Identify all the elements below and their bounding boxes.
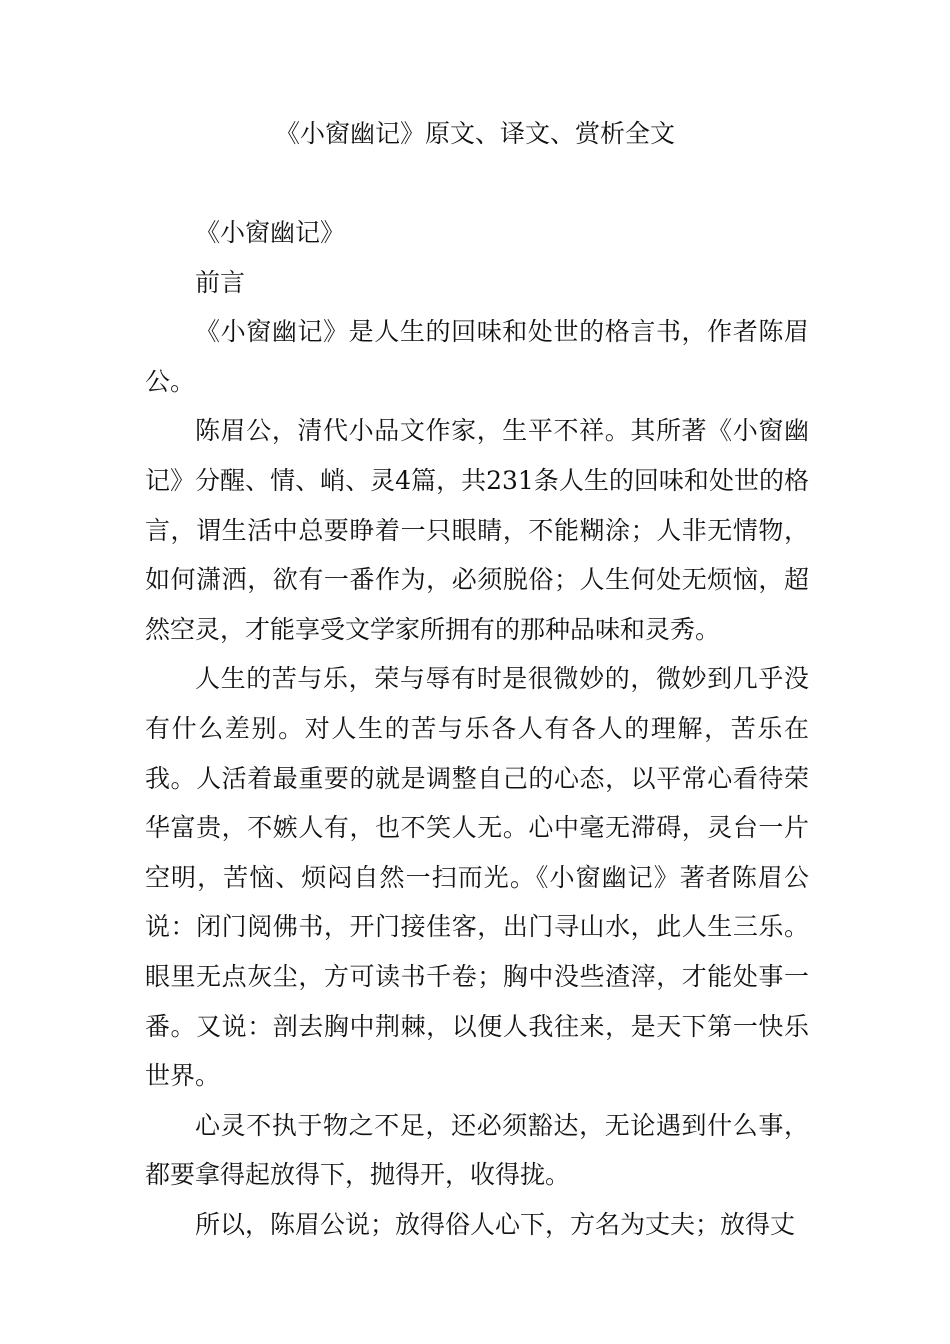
body-paragraph: 陈眉公，清代小品文作家，生平不祥。其所著《小窗幽记》分醒、情、峭、灵4篇，共231条人生的回味和处世的格言，谓生活中总要睁着一只眼睛，不能糊涂；人非无情物，如何潇洒，欲有一番作为，必须脱俗；人生何处无烦恼，超然空灵，才能享受文学家所拥有的那种品味和灵秀。 (145, 416, 809, 644)
body-paragraph: 心灵不执于物之不足，还必须豁达，无论遇到什么事，都要拿得起放得下，抛得开，收得拢。 (145, 1110, 809, 1190)
document-body (145, 208, 809, 1249)
subtitle-paragraph: 《小窗幽记》 (195, 218, 346, 247)
body-paragraph: 《小窗幽记》是人生的回味和处世的格言书，作者陈眉公。 (145, 317, 809, 396)
body-paragraph: 人生的苦与乐，荣与辱有时是很微妙的，微妙到几乎没有什么差别。对人生的苦与乐各人有各人的理解，苦乐在我。人活着最重要的就是调整自己的心态，以平常心看待荣华富贵，不嫉人有，也不笑人无。心中毫无滞碍，灵台一片空明，苦恼、烦闷自然一扫而光。《小窗幽记》著者陈眉公说：闭门阅佛书，开门接佳客，出门寻山水，此人生三乐。眼里无点灰尘，方可读书千卷；胸中没些渣滓，才能处事一番。又说：剖去胸中荆棘，以便人我往来，是天下第一快乐世界。 (145, 664, 809, 1091)
document-title: 《小窗幽记》原文、译文、赏析全文 (274, 119, 675, 148)
body-paragraph: 所以，陈眉公说；放得俗人心下，方名为丈夫；放得丈 (195, 1209, 796, 1239)
section-heading-preface: 前言 (195, 267, 246, 297)
